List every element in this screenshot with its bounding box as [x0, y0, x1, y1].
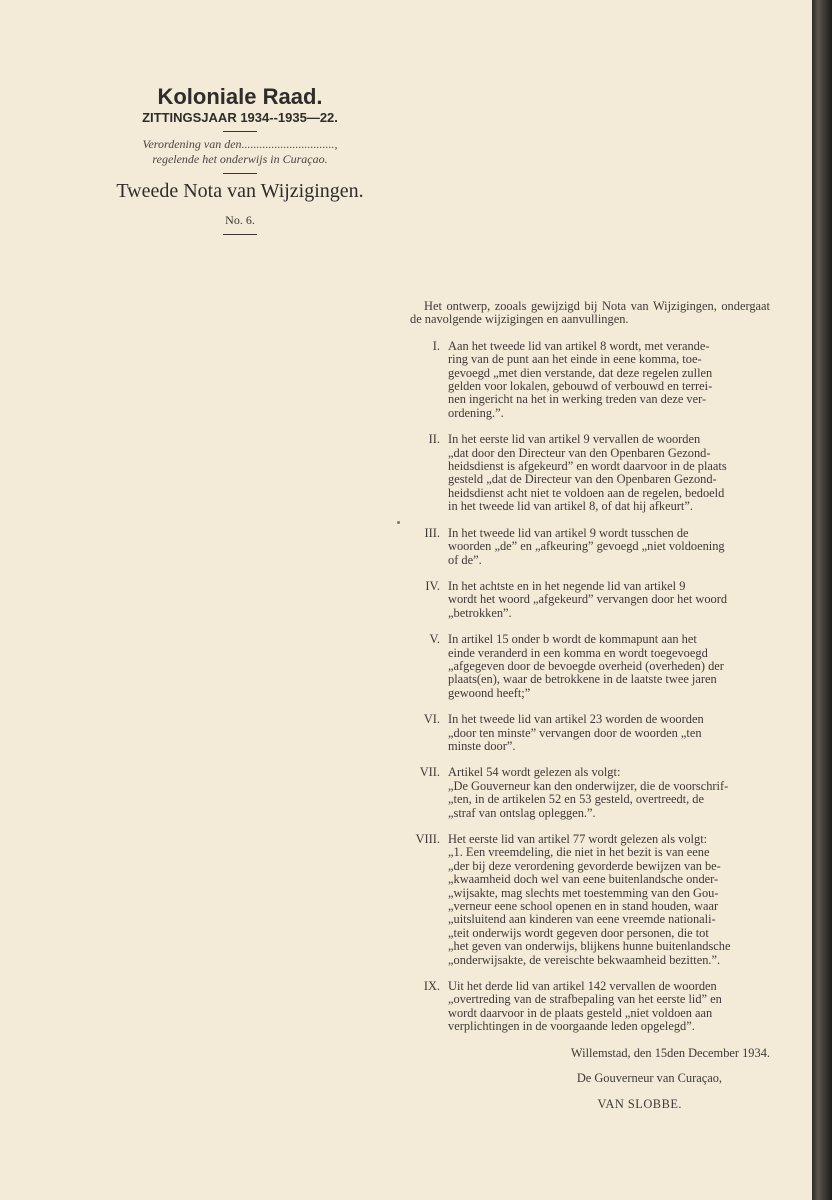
amendment-text [448, 766, 770, 820]
ordinance-line-1: Verordening van den..............................., [142, 137, 338, 151]
amendment-line: „uitsluitend aan kinderen van eene vreemde nationali- [448, 912, 716, 927]
amendment-text [448, 633, 770, 700]
intro-paragraph [410, 300, 770, 327]
amendment-line: „overtreding van de strafbepaling van het eerste lid” en [448, 992, 722, 1007]
amendment-line: Artikel 54 wordt gelezen als volgt: [448, 765, 621, 780]
amendment-line: „het geven van onderwijs, blijkens hunne buitenlandsche [448, 939, 731, 954]
amendment-line: einde veranderd in een komma en wordt toegevoegd [448, 645, 708, 660]
amendment-list [410, 340, 770, 1034]
amendment-number: II. [428, 432, 440, 447]
amendment-number: IX. [423, 979, 440, 994]
amendment-line: In artikel 15 onder b wordt de kommapunt aan het [448, 632, 697, 647]
amendment-item [410, 833, 770, 967]
council-title: Koloniale Raad. [157, 84, 323, 109]
amendment-line: of de”. [448, 552, 482, 567]
amendment-line: „door ten minste” vervangen door de woorden „ten [448, 725, 702, 740]
amendment-line: plaats(en), waar de betrokkene in de laatste twee jaren [448, 672, 717, 687]
amendment-number: IV. [425, 578, 440, 593]
amendment-line: „wijsakte, mag slechts met toestemming van den Gou- [448, 885, 719, 900]
amendment-number: VII. [419, 765, 440, 780]
intro-text: Het ontwerp, zooals gewijzigd bij Nota van Wijzigingen, ondergaat de navolgende wijzigingen en aanvullingen. [410, 299, 770, 327]
session-line: ZITTINGSJAAR 1934--1935—22. [142, 110, 338, 125]
amendment-line: gewoond heeft;” [448, 685, 531, 700]
amendment-line: In het eerste lid van artikel 9 vervallen de woorden [448, 432, 701, 447]
amendment-line: ordening.”. [448, 405, 504, 420]
amendment-line: „ten, in de artikelen 52 en 53 gesteld, overtreedt, de [448, 792, 704, 807]
amendment-number: III. [424, 525, 440, 540]
amendment-line: in het tweede lid van artikel 8, of dat hij afkeurt”. [448, 499, 693, 514]
amendment-line: „De Gouverneur kan den onderwijzer, die de voorschrif- [448, 778, 729, 793]
amendment-line: In het tweede lid van artikel 23 worden de woorden [448, 712, 704, 727]
amendment-line: nen ingericht na het in werking treden van deze ver- [448, 392, 707, 407]
amendment-line: „dat door den Directeur van den Openbaren Gezond- [448, 445, 711, 460]
amendment-number: VIII. [415, 832, 440, 846]
signature-role: De Gouverneur van Curaçao, [576, 1071, 722, 1086]
amendment-text [448, 340, 770, 420]
amendment-line: „onderwijsakte, de vereischte bekwaamheid bezitten.”. [448, 952, 721, 967]
amendment-line: „der bij deze verordening gevorderde bewijzen van be- [448, 858, 721, 873]
amendment-line: gelden voor lokalen, gebouwd of verbouwd en terrei- [448, 379, 713, 394]
amendment-item [410, 713, 770, 753]
amendment-item [410, 580, 770, 620]
amendment-item [410, 766, 770, 820]
amendment-line: heidsdienst is afgekeurd” en wordt daarvoor in de plaats [448, 459, 727, 474]
nota-title: Tweede Nota van Wijzigingen. [116, 180, 364, 202]
divider [223, 173, 257, 174]
amendment-text [448, 433, 770, 513]
amendment-item [410, 527, 770, 567]
amendment-text [448, 833, 770, 967]
amendment-line: gevoegd „met dien verstande, dat deze regelen zullen [448, 365, 713, 380]
amendment-number: V. [429, 632, 440, 647]
amendment-line: „straf van ontslag opleggen.”. [448, 805, 596, 820]
amendment-line: In het achtste en in het negende lid van artikel 9 [448, 578, 686, 593]
amendment-line: verplichtingen in de voorgaande leden opgelegd”. [448, 1019, 695, 1034]
document-number: No. 6. [225, 213, 255, 227]
amendment-item [410, 433, 770, 513]
divider [223, 234, 257, 235]
amendment-line: „teit onderwijs wordt gegeven door personen, die tot [448, 925, 709, 940]
amendment-text [448, 980, 770, 1034]
amendment-line: minste door”. [448, 738, 516, 753]
amendment-line: „kwaamheid doch wel van eene buitenlandsche onder- [448, 872, 719, 887]
amendment-item [410, 633, 770, 700]
amendment-number: VI. [423, 712, 440, 727]
document-header [100, 86, 380, 240]
amendment-line: „1. Een vreemdeling, die niet in het bezit is van eene [448, 845, 710, 860]
amendment-line: woorden „de” en „afkeuring” gevoegd „niet voldoening [448, 539, 725, 554]
stray-mark [397, 521, 400, 524]
scan-edge [812, 0, 832, 1200]
amendment-item [410, 980, 770, 1034]
amendment-line: heidsdienst acht niet te voldoen aan de regelen, bedoeld [448, 485, 725, 500]
amendment-line: „betrokken”. [448, 605, 512, 620]
amendment-line: wordt het woord „afgekeurd” vervangen door het woord [448, 592, 728, 607]
document-body [410, 300, 770, 1111]
divider [223, 131, 257, 132]
amendment-item [410, 340, 770, 420]
amendment-text [448, 713, 770, 753]
amendment-line: „afgegeven door de bevoegde overheid (overheden) der [448, 658, 724, 673]
amendment-line: In het tweede lid van artikel 9 wordt tusschen de [448, 525, 689, 540]
amendment-number: I. [432, 338, 440, 353]
amendment-line: Het eerste lid van artikel 77 wordt gelezen als volgt: [448, 832, 708, 846]
ordinance-line-2: regelende het onderwijs in Curaçao. [152, 152, 328, 166]
amendment-line: Uit het derde lid van artikel 142 vervallen de woorden [448, 979, 717, 994]
amendment-line: Aan het tweede lid van artikel 8 wordt, met verande- [448, 338, 710, 353]
amendment-line: gesteld „dat de Directeur van den Openbaren Gezond- [448, 472, 717, 487]
signature-name: VAN SLOBBE. [597, 1096, 682, 1111]
amendment-text [448, 527, 770, 567]
amendment-line: „verneur eene school openen en in stand houden, waar [448, 899, 719, 914]
amendment-line: ring van de punt aan het einde in eene komma, toe- [448, 352, 702, 367]
amendment-text [448, 580, 770, 620]
signature-place-date: Willemstad, den 15den December 1934. [570, 1045, 770, 1060]
amendment-line: wordt daarvoor in de plaats gesteld „niet voldoen aan [448, 1005, 713, 1020]
